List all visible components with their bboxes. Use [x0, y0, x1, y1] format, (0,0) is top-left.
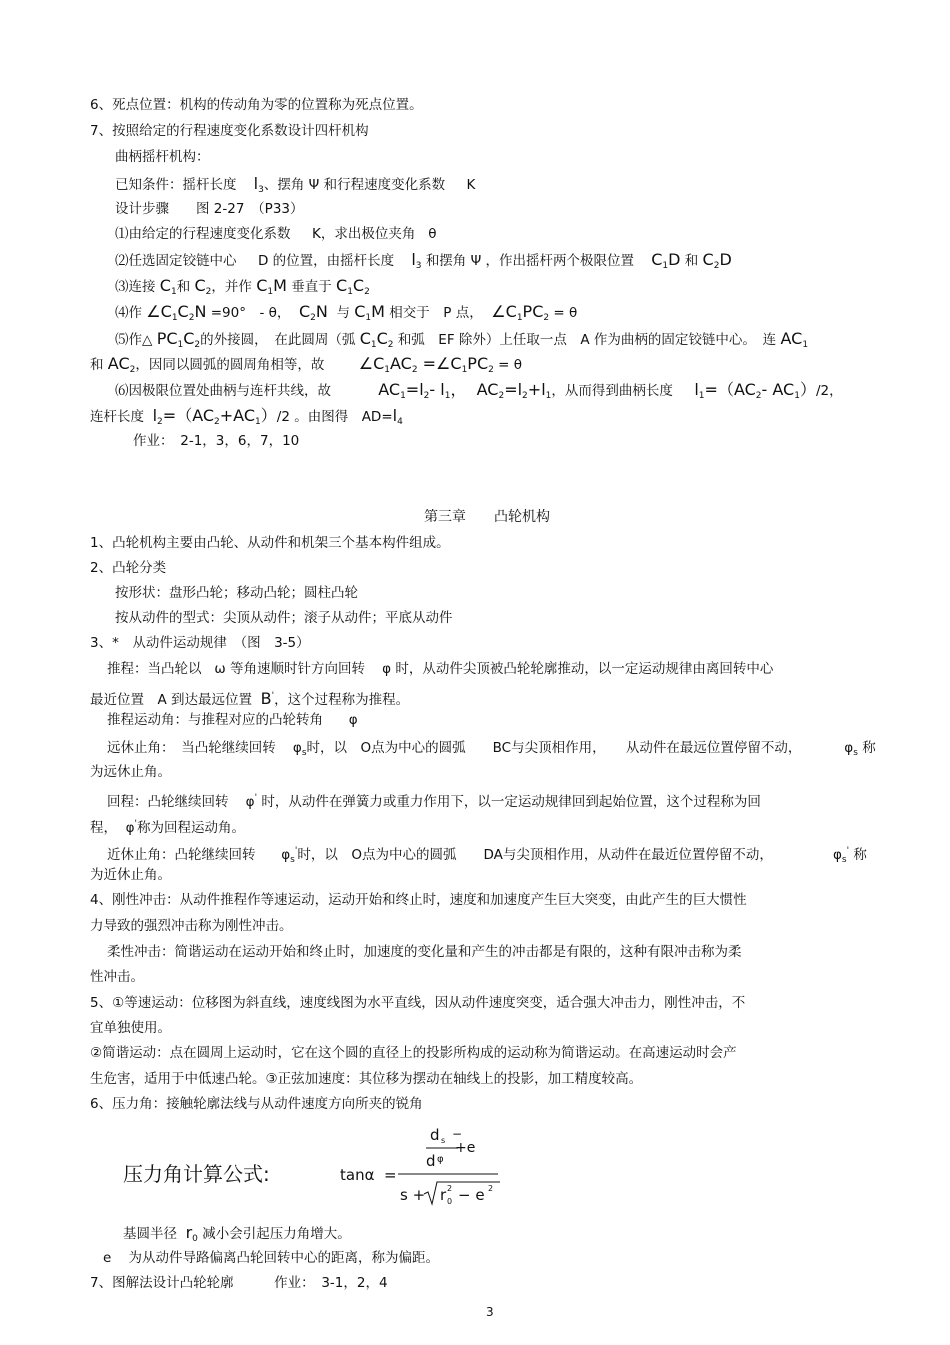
formula-graphic [340, 1118, 510, 1213]
text-line: 3、* 从动件运动规律 （图 3-5） [90, 635, 310, 651]
text-line: ⑷作 $\angle C_1C_2N =90^\circ$ - θ， $C_2N$ 与 $C_1M$ 相交于 P 点， $\angle C_1PC_2 = \theta$ [115, 302, 578, 323]
text-line: 7、图解法设计凸轮轮廓 作业： 3-1，2，4 [90, 1275, 388, 1291]
text-line: 1、凸轮机构主要由凸轮、从动件和机架三个基本构件组成。 [90, 535, 450, 551]
text-line: 2、凸轮分类 [90, 560, 167, 576]
text-line: 按从动件的型式：尖顶从动件；滚子从动件；平底从动件 [115, 610, 453, 626]
svg-text:− e: − e [458, 1186, 485, 1204]
text-line: 基圆半径 $r_0$ 减小会引起压力角增大。 [123, 1223, 351, 1244]
svg-text:d: d [430, 1126, 440, 1144]
text-line: 7、按照给定的行程速度变化系数设计四杆机构 [90, 123, 369, 139]
text-line: 回程：凸轮继续回转 φ' 时，从动件在弹簧力或重力作用下，以一定运动规律回到起始位置，这个过程称为回 [107, 793, 761, 810]
text-line: 已知条件：摇杆长度 $l_3$、摆角 Ψ 和行程速度变化系数 K [115, 174, 476, 195]
text-line: 最近位置 A 到达最远位置 B'，这个过程称为推程。 [90, 689, 410, 708]
text-line: ⑴由给定的行程速度变化系数 K，求出极位夹角 θ [115, 226, 437, 242]
svg-text:2: 2 [488, 1184, 494, 1193]
svg-text:s: s [441, 1136, 446, 1145]
svg-text:2: 2 [447, 1184, 453, 1193]
text-line: 近休止角：凸轮继续回转 $\varphi_s'$时，以 O点为中心的圆弧 DA与尖顶相作用，从动件在最近位置停留不动， $\varphi_s'$ 称 [107, 846, 867, 865]
text-line: 作业： 2-1，3，6，7，10 [133, 433, 300, 449]
text-line: ②简谐运动：点在圆周上运动时，它在这个圆的直径上的投影所构成的运动称为简谐运动。在高速运动时会产 [90, 1045, 737, 1061]
svg-text:+e: +e [455, 1140, 476, 1156]
text-line: 为近休止角。 [90, 867, 171, 883]
text-line: 和 $AC_2$，因同以圆弧的圆周角相等，故 $\angle C_1AC_2$ $=\angle C_1PC_2 = \theta$ [90, 354, 523, 375]
formula-label: 压力角计算公式: [123, 1162, 270, 1186]
text-line: 4、刚性冲击：从动件推程作等速运动，运动开始和终止时，速度和加速度产生巨大突变，由此产生的巨大惯性 [90, 892, 747, 908]
text-line: 力导致的强烈冲击称为刚性冲击。 [90, 918, 293, 934]
text-line: 生危害，适用于中低速凸轮。③正弦加速度：其位移为摆动在轴线上的投影，加工精度较高。 [90, 1071, 643, 1087]
text-line: 设计步骤 图 2-27 （P33） [115, 201, 304, 217]
text-line: 宜单独使用。 [90, 1020, 171, 1036]
text-line: ⑹因极限位置处曲柄与连杆共线，故 $AC_1=l_2-$ $l_1$， $AC_2=l_2+l_1$，从而得到曲柄长度 $l_1=(AC_2-$ $AC_1)/2$， [115, 380, 843, 401]
svg-text:φ: φ [437, 1154, 444, 1165]
svg-text:−: − [452, 1127, 463, 1141]
text-line: 按形状：盘形凸轮；移动凸轮；圆柱凸轮 [115, 585, 358, 601]
chapter-title: 第三章 凸轮机构 [424, 509, 550, 525]
text-line: 推程运动角：与推程对应的凸轮转角 φ [107, 712, 358, 728]
text-line: e 为从动件导路偏离凸轮回转中心的距离，称为偏距。 [103, 1250, 439, 1266]
svg-text:tanα: tanα [340, 1166, 375, 1184]
text-line: 6、压力角：接触轮廓法线与从动件速度方向所夹的锐角 [90, 1096, 423, 1112]
text-line: 曲柄摇杆机构： [115, 149, 210, 165]
pressure-angle-formula [340, 1118, 510, 1213]
text-line: 柔性冲击：简谐运动在运动开始和终止时，加速度的变化量和产生的冲击都是有限的，这种有限冲击称为柔 [107, 944, 742, 960]
page-number: 3 [486, 1305, 494, 1319]
svg-text:0: 0 [447, 1197, 453, 1206]
svg-text:d: d [426, 1152, 436, 1170]
text-line: 性冲击。 [90, 969, 144, 985]
svg-text:s +: s + [400, 1186, 426, 1204]
text-line: ⑸作△ $PC_1C_2$的外接圆， 在此圆周（弧 $C_1C_2$ 和弧 EF 除外）上任取一点 A 作为曲柄的固定铰链中心。 连 $AC_1$ [115, 329, 809, 350]
text-line: 为远休止角。 [90, 764, 171, 780]
text-line: 推程：当凸轮以 ω 等角速顺时针方向回转 φ 时，从动件尖顶被凸轮轮廓推动，以一定运动规律由离回转中心 [107, 661, 774, 677]
text-line: 5、①等速运动：位移图为斜直线，速度线图为水平直线，因从动件速度突变，适合强大冲击力，刚性冲击，不 [90, 995, 746, 1011]
text-line: 6、死点位置：机构的传动角为零的位置称为死点位置。 [90, 97, 423, 113]
text-line: ⑵任选固定铰链中心 D 的位置，由摇杆长度 $l_3$ 和摆角 Ψ ，作出摇杆两个极限位置 $C_1D$ 和 $C_2D$ [115, 250, 732, 271]
svg-text:=: = [384, 1166, 397, 1184]
text-line: 程， φ'称为回程运动角。 [90, 819, 245, 836]
svg-text:r: r [440, 1186, 447, 1204]
text-line: ⑶连接 $C_1$和 $C_2$，并作 $C_1M$ 垂直于 $C_1C_2$ [115, 276, 370, 297]
text-line: 连杆长度 $l_2=(AC_2+AC_1)/2$ 。由图得 $AD=l_4$ [90, 406, 403, 427]
text-line: 远休止角： 当凸轮继续回转 $\varphi_s$时，以 O点为中心的圆弧 BC与尖顶相作用， 从动件在最远位置停留不动， $\varphi_s$ 称 [107, 740, 876, 758]
